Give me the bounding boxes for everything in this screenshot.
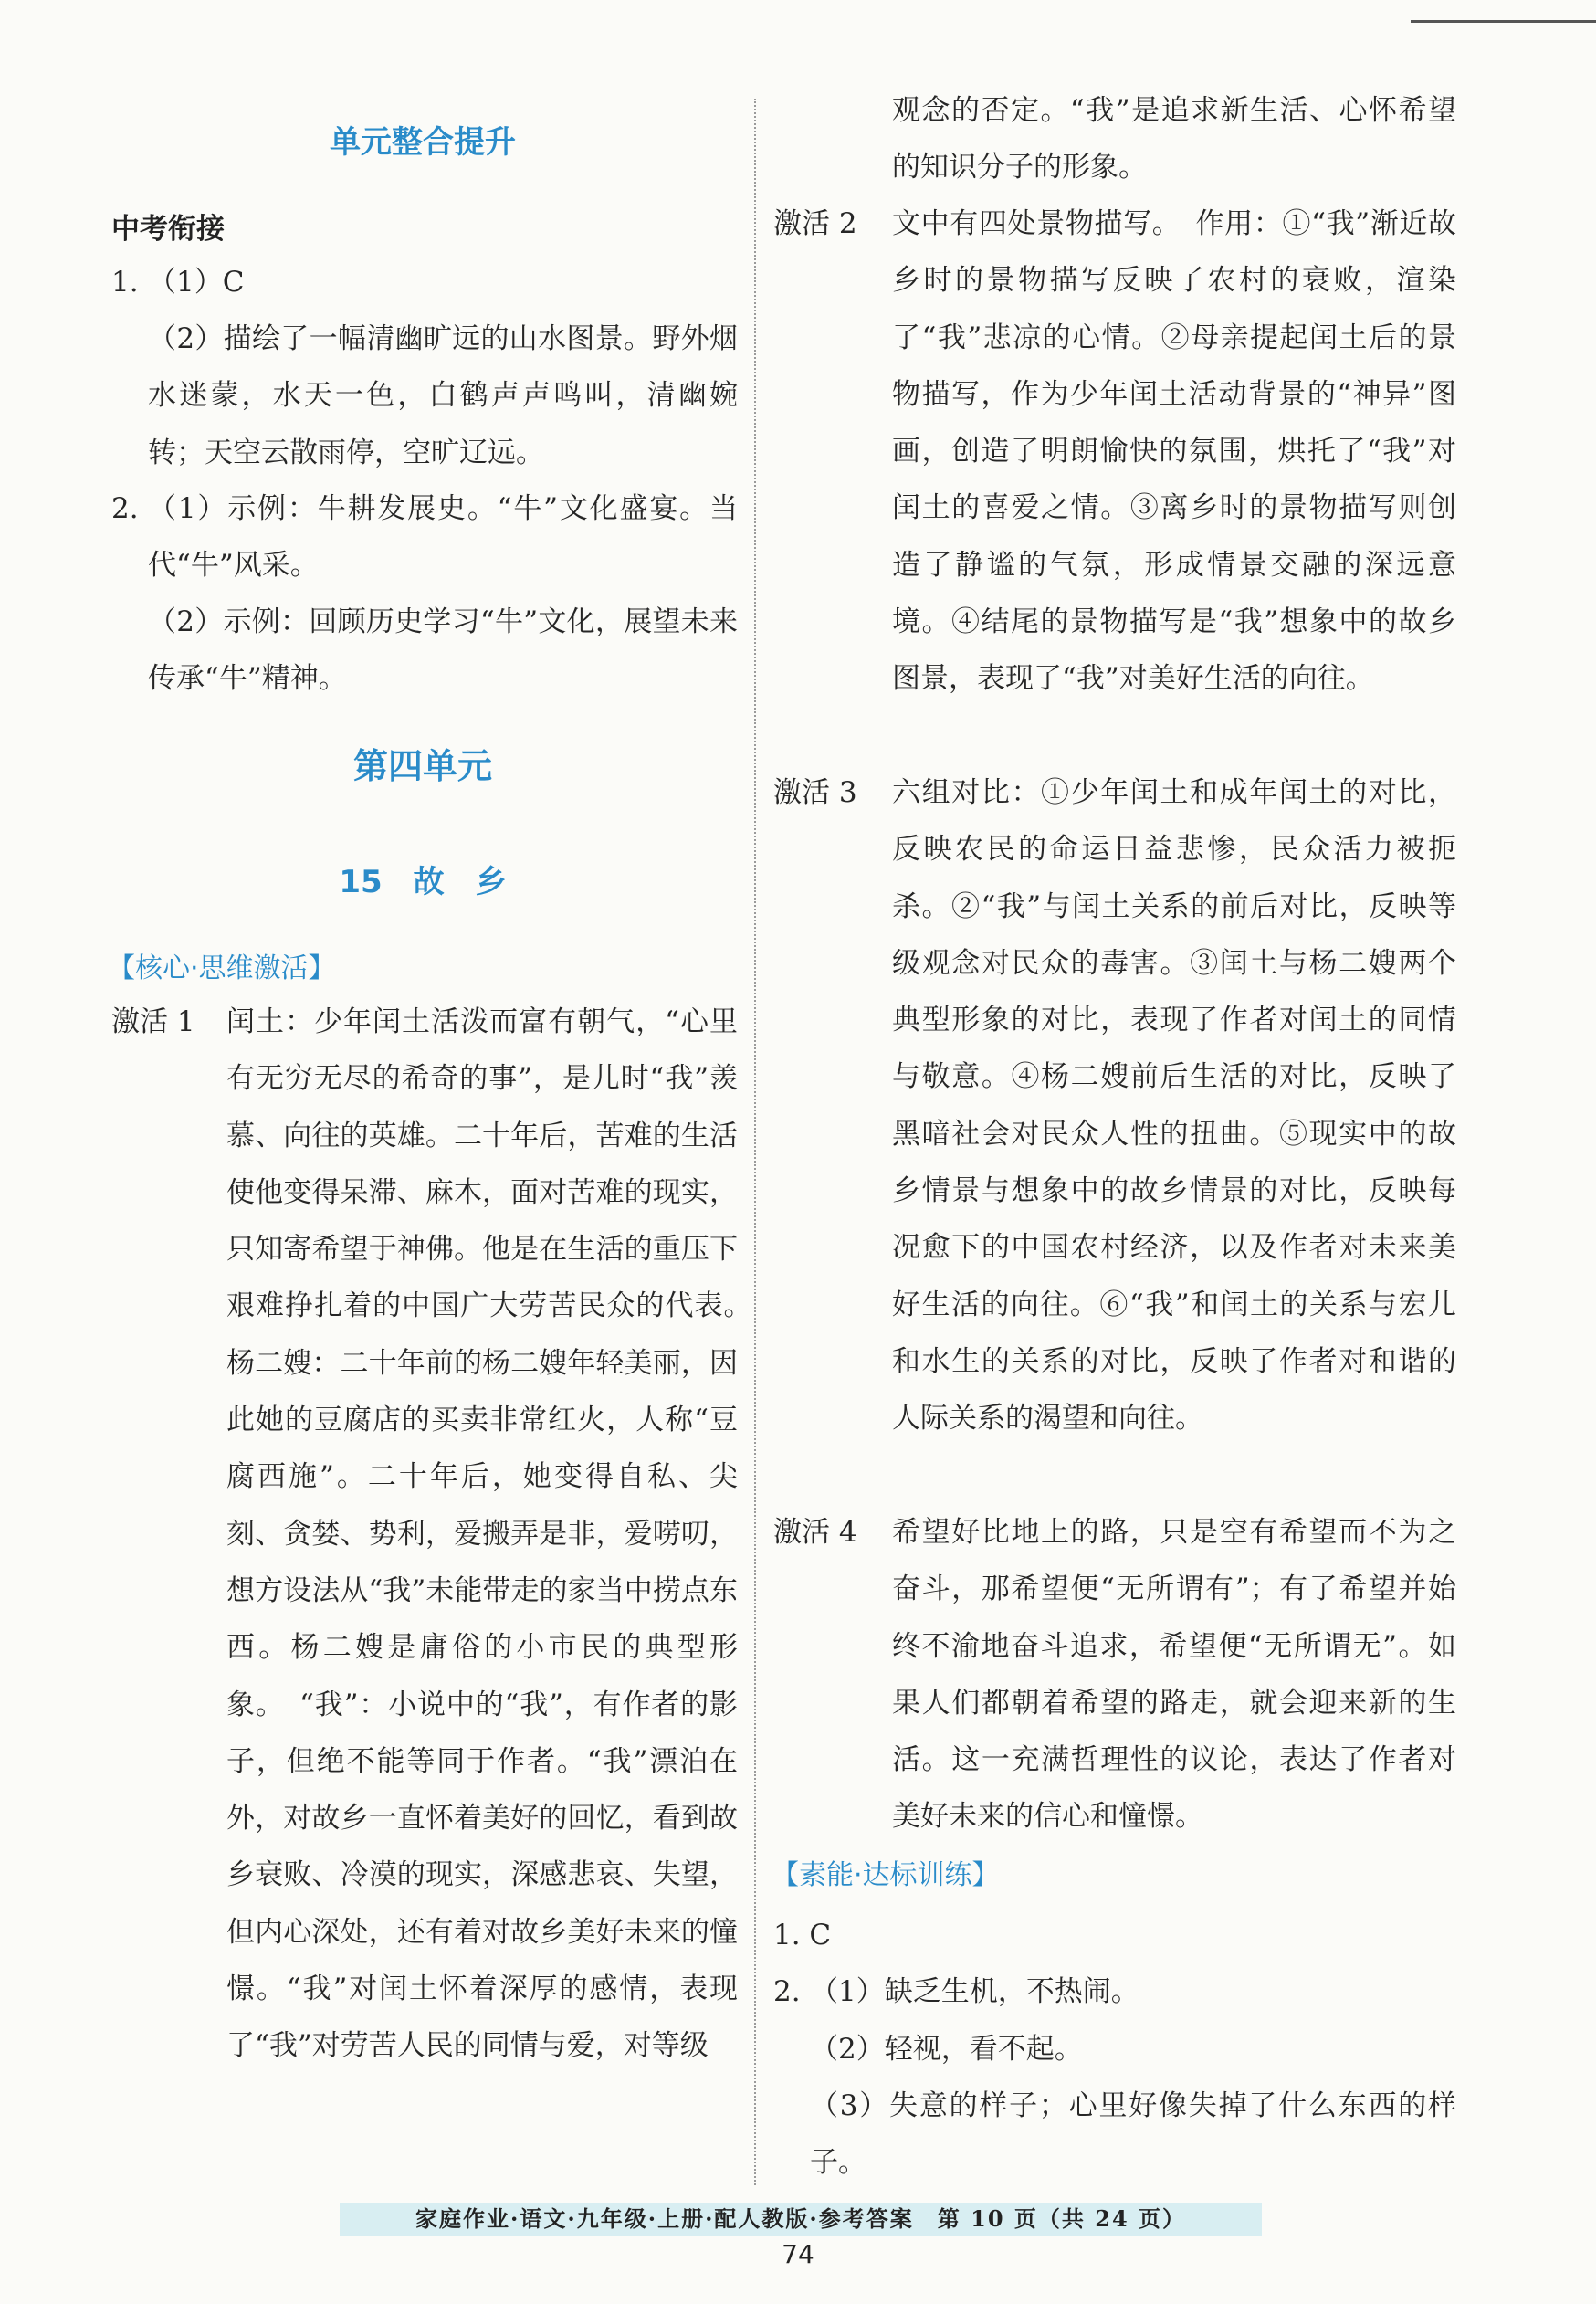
training-q2-answer-1: （1）缺乏生机，不热闹。: [810, 1975, 1139, 2008]
training-answer-1: 1. C: [773, 1919, 832, 1952]
activation-1-continued: 观念的否定。“我”是追求新生活、心怀希望的知识分子的形象。: [892, 94, 1456, 184]
q2-answer-2: （2）示例：回顾历史学习“牛”文化，展望未来传承“牛”精神。: [148, 605, 738, 696]
q1-number: 1.: [111, 266, 139, 299]
activation-4-text: 希望好比地上的路，只是空有希望而不为之奋斗，那希望便“无所谓有”；有了希望并始终不渝地奋斗追求，希望便“无所谓无”。如果人们都朝着希望的路走，就会迎来新的生活。这一充满哲理性的议论，表达了作者对美好未来的信心和憧憬。: [892, 1516, 1456, 1834]
activation-2-text: 文中有四处景物描写。 作用：①“我”渐近故乡时的景物描写反映了农村的衰败，渲染了“我”悲凉的心情。②母亲提起闰土后的景物描写，作为少年闰土活动背景的“神异”图画，创造了明朗愉快的氛围，烘托了“我”对闰土的喜爱之情。③离乡时的景物描写则创造了静谧的气氛，形成情景交融的深远意境。④结尾的景物描写是“我”想象中的故乡图景，表现了“我”对美好生活的向往。: [892, 207, 1456, 696]
q1-answer-2: （2）描绘了一幅清幽旷远的山水图景。野外烟水迷蒙，水天一色，白鹤声声鸣叫，清幽婉转；天空云散雨停，空旷辽远。: [148, 322, 738, 469]
top-rule: [1411, 20, 1596, 23]
q1-answer-1: （1）C: [148, 266, 245, 299]
tag-core-activation: 【核心·思维激活】: [108, 952, 336, 984]
column-divider: [754, 99, 756, 2185]
section-heading: 中考衔接: [111, 213, 225, 246]
tag-training: 【素能·达标训练】: [772, 1859, 1000, 1891]
q2-number: 2.: [111, 492, 139, 525]
activation-1-label: 激活 1: [111, 1005, 195, 1038]
page-number: 74: [782, 2239, 814, 2269]
activation-3-text: 六组对比：①少年闰土和成年闰土的对比，反映农民的命运日益悲惨，民众活力被扼杀。②“我”与闰土关系的前后对比，反映等级观念对民众的毒害。③闰土与杨二嫂两个典型形象的对比，表现了作者对闰土的同情与敬意。④杨二嫂前后生活的对比，反映了黑暗社会对民众人性的扭曲。⑤现实中的故乡情景与想象中的故乡情景的对比，反映每况愈下的中国农村经济，以及作者对未来美好生活的向往。⑥“我”和闰土的关系与宏儿和水生的关系的对比，反映了作者对和谐的人际关系的渴望和向往。: [892, 776, 1456, 1436]
unit-title: 第四单元: [352, 746, 492, 786]
activation-1-text: 闰土：少年闰土活泼而富有朝气，“心里有无穷无尽的希奇的事”，是儿时“我”羡慕、向往的英雄。二十年后，苦难的生活使他变得呆滞、麻木，面对苦难的现实，只知寄希望于神佛。他是在生活的重压下艰难挣扎着的中国广大劳苦民众的代表。 杨二嫂：二十年前的杨二嫂年轻美丽，因此她的豆腐店的买卖非常红火，人称“豆腐西施”。二十年后，她变得自私、尖刻、贪婪、势利，爱搬弄是非，爱唠叨，想方设法从“我”未能带走的家当中捞点东西。杨二嫂是庸俗的小市民的典型形象。 “我”：小说中的“我”，有作者的影子，但绝不能等同于作者。“我”漂泊在外，对故乡一直怀着美好的回忆，看到故乡衰败、冷漠的现实，深感悲哀、失望，但内心深处，还有着对故乡美好未来的憧憬。“我”对闰土怀着深厚的感情，表现了“我”对劳苦人民的同情与爱，对等级: [226, 1005, 766, 2063]
activation-3-label: 激活 3: [773, 776, 857, 809]
activation-2-label: 激活 2: [773, 207, 857, 240]
activation-4-label: 激活 4: [773, 1516, 857, 1549]
footer-banner: 家庭作业·语文·九年级·上册·配人教版·参考答案 第 10 页（共 24 页）: [340, 2203, 1262, 2236]
lesson-title: 15 故 乡: [339, 864, 507, 900]
q2-answer-1: （1）示例：牛耕发展史。“牛”文化盛宴。当代“牛”风采。: [148, 492, 738, 583]
unit-review-title: 单元整合提升: [330, 124, 516, 161]
training-q2-answer-3: （3）失意的样子；心里好像失掉了什么东西的样子。: [810, 2089, 1456, 2180]
training-q2-answer-2: （2）轻视，看不起。: [810, 2033, 1083, 2066]
training-q2-number: 2.: [773, 1975, 801, 2008]
